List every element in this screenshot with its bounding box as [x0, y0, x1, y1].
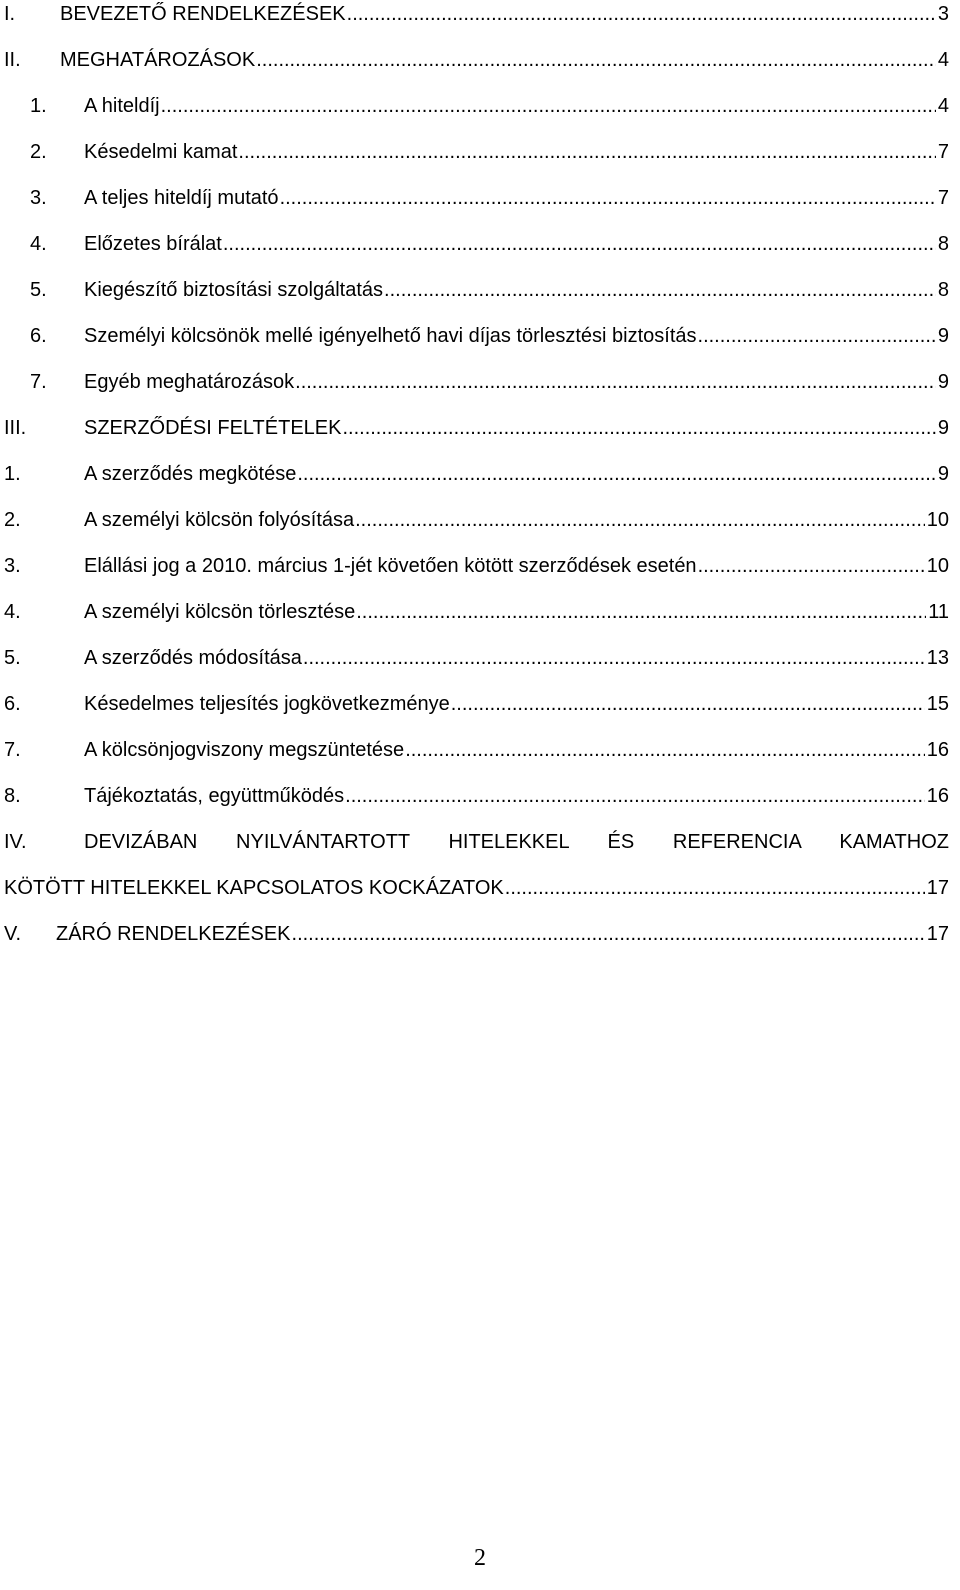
toc-entry-number: 4.: [4, 601, 21, 623]
toc-entry-number: 8.: [4, 785, 21, 807]
toc-entry[interactable]: [4, 134, 949, 170]
toc-entry-title-continued: KÖTÖTT HITELEKKEL KAPCSOLATOS KOCKÁZATOK: [4, 877, 504, 899]
toc-entry-number: III.: [4, 417, 27, 439]
toc-entry[interactable]: [4, 916, 949, 952]
toc-entry[interactable]: [4, 272, 949, 308]
toc-leader-dots: [345, 778, 925, 814]
toc-entry-iv-line2[interactable]: [4, 870, 949, 906]
toc-entry-page: 9: [937, 417, 949, 439]
toc-entry[interactable]: [4, 456, 949, 492]
toc-entry-number: 4.: [30, 233, 47, 255]
toc-entry[interactable]: [4, 0, 949, 32]
toc-entry-page: 4: [937, 49, 949, 71]
toc-entry-number: 5.: [4, 647, 21, 669]
toc-entry-page: 7: [937, 141, 949, 163]
toc-entry-page: 3: [937, 3, 949, 25]
toc-entry-title: Késedelmes teljesítés jogkövetkezménye: [84, 693, 450, 715]
page-number: 2: [474, 1545, 486, 1571]
toc-entry-title: A teljes hiteldíj mutató: [84, 187, 279, 209]
toc-entry[interactable]: [4, 42, 949, 78]
toc-entry-number: IV.: [4, 831, 27, 853]
toc-entry-title: BEVEZETŐ RENDELKEZÉSEK: [60, 3, 346, 25]
toc-entry-title: Személyi kölcsönök mellé igényelhető havi díjas törlesztési biztosítás: [84, 325, 697, 347]
toc-entry-title: A személyi kölcsön törlesztése: [84, 601, 356, 623]
toc-entry-number: 3.: [4, 555, 21, 577]
toc-entry-page: 17: [926, 877, 949, 899]
toc-entry-page: 16: [926, 739, 949, 761]
toc-entry[interactable]: [4, 548, 949, 584]
toc-entry-number: 5.: [30, 279, 47, 301]
toc-entry-title: A szerződés megkötése: [84, 463, 297, 485]
toc-entry[interactable]: [4, 640, 949, 676]
toc-entry-page: 7: [937, 187, 949, 209]
toc-entry-number: 7.: [30, 371, 47, 393]
toc-entry-number: V.: [4, 923, 22, 945]
toc-entry-iv-line1[interactable]: [4, 824, 949, 860]
toc-entry[interactable]: [4, 778, 949, 814]
toc-entry-page: 8: [937, 233, 949, 255]
toc-entry-title: A szerződés módosítása: [84, 647, 302, 669]
toc-entry-number: II.: [4, 49, 21, 71]
toc-entry-number: 1.: [30, 95, 47, 117]
toc-entry-title: Kiegészítő biztosítási szolgáltatás: [84, 279, 384, 301]
toc-entry[interactable]: [4, 732, 949, 768]
toc-entry[interactable]: [4, 180, 949, 216]
toc-entry-page: 9: [937, 463, 949, 485]
toc-entry-title: MEGHATÁROZÁSOK: [60, 49, 256, 71]
toc-leader-dots: [292, 916, 925, 952]
toc-entry[interactable]: [4, 318, 949, 354]
toc-leader-dots: [161, 88, 936, 124]
toc-entry[interactable]: [4, 88, 949, 124]
toc-entry-number: 2.: [4, 509, 21, 531]
toc-entry-number: 2.: [30, 141, 47, 163]
toc-entry-number: 1.: [4, 463, 21, 485]
toc-entry-number: 3.: [30, 187, 47, 209]
toc-entry-page: 13: [926, 647, 949, 669]
toc-leader-dots: [698, 548, 925, 584]
toc-leader-dots: [451, 686, 925, 722]
toc-entry[interactable]: [4, 686, 949, 722]
toc-entry[interactable]: [4, 226, 949, 262]
toc-entry-page: 9: [937, 325, 949, 347]
toc-leader-dots: [405, 732, 925, 768]
toc-entry[interactable]: [4, 594, 949, 630]
toc-entry-title: Késedelmi kamat: [84, 141, 238, 163]
toc-entry[interactable]: [4, 502, 949, 538]
toc-entry-page: 10: [926, 555, 949, 577]
toc-entry-title: Tájékoztatás, együttműködés: [84, 785, 345, 807]
toc-leader-dots: [295, 364, 936, 400]
toc-entry-number: I.: [4, 3, 16, 25]
toc-entry-page: 15: [926, 693, 949, 715]
toc-entry-page: 8: [937, 279, 949, 301]
toc-entry-page: 11: [928, 601, 949, 623]
toc-entry-page: 4: [937, 95, 949, 117]
toc-entry-title: ZÁRÓ RENDELKEZÉSEK: [56, 923, 291, 945]
toc-entry[interactable]: [4, 410, 949, 446]
toc-leader-dots: [384, 272, 936, 308]
toc-leader-dots: [505, 870, 925, 906]
toc-entry-page: 16: [926, 785, 949, 807]
toc-entry-title: Egyéb meghatározások: [84, 371, 295, 393]
toc-leader-dots: [355, 502, 925, 538]
toc-leader-dots: [223, 226, 936, 262]
toc-leader-dots: [698, 318, 936, 354]
toc-leader-dots: [238, 134, 935, 170]
toc-leader-dots: [347, 0, 936, 32]
toc-entry-page: 9: [937, 371, 949, 393]
toc-entry[interactable]: [4, 364, 949, 400]
toc-leader-dots: [297, 456, 936, 492]
toc-entry-title: Elállási jog a 2010. március 1-jét követően kötött szerződések esetén: [84, 555, 697, 577]
toc-leader-dots: [303, 640, 925, 676]
toc-entry-page: 10: [926, 509, 949, 531]
toc-entry-title: SZERZŐDÉSI FELTÉTELEK: [84, 417, 342, 439]
toc-entry-title: Előzetes bírálat: [84, 233, 222, 255]
toc-leader-dots: [342, 410, 935, 446]
toc-entry-number: 6.: [30, 325, 47, 347]
toc-entry-number: 6.: [4, 693, 21, 715]
toc-entry-number: 7.: [4, 739, 21, 761]
toc-entry-title: A kölcsönjogviszony megszüntetése: [84, 739, 405, 761]
toc-entry-title: DEVIZÁBAN NYILVÁNTARTOTT HITELEKKEL ÉS REFERENCIA KAMATHOZ: [84, 831, 949, 853]
toc-leader-dots: [356, 594, 926, 630]
toc-leader-dots: [256, 42, 936, 78]
toc-leader-dots: [280, 180, 936, 216]
toc-entry-page: 17: [926, 923, 949, 945]
toc-entry-title: A személyi kölcsön folyósítása: [84, 509, 355, 531]
toc-entry-title: A hiteldíj: [84, 95, 160, 117]
